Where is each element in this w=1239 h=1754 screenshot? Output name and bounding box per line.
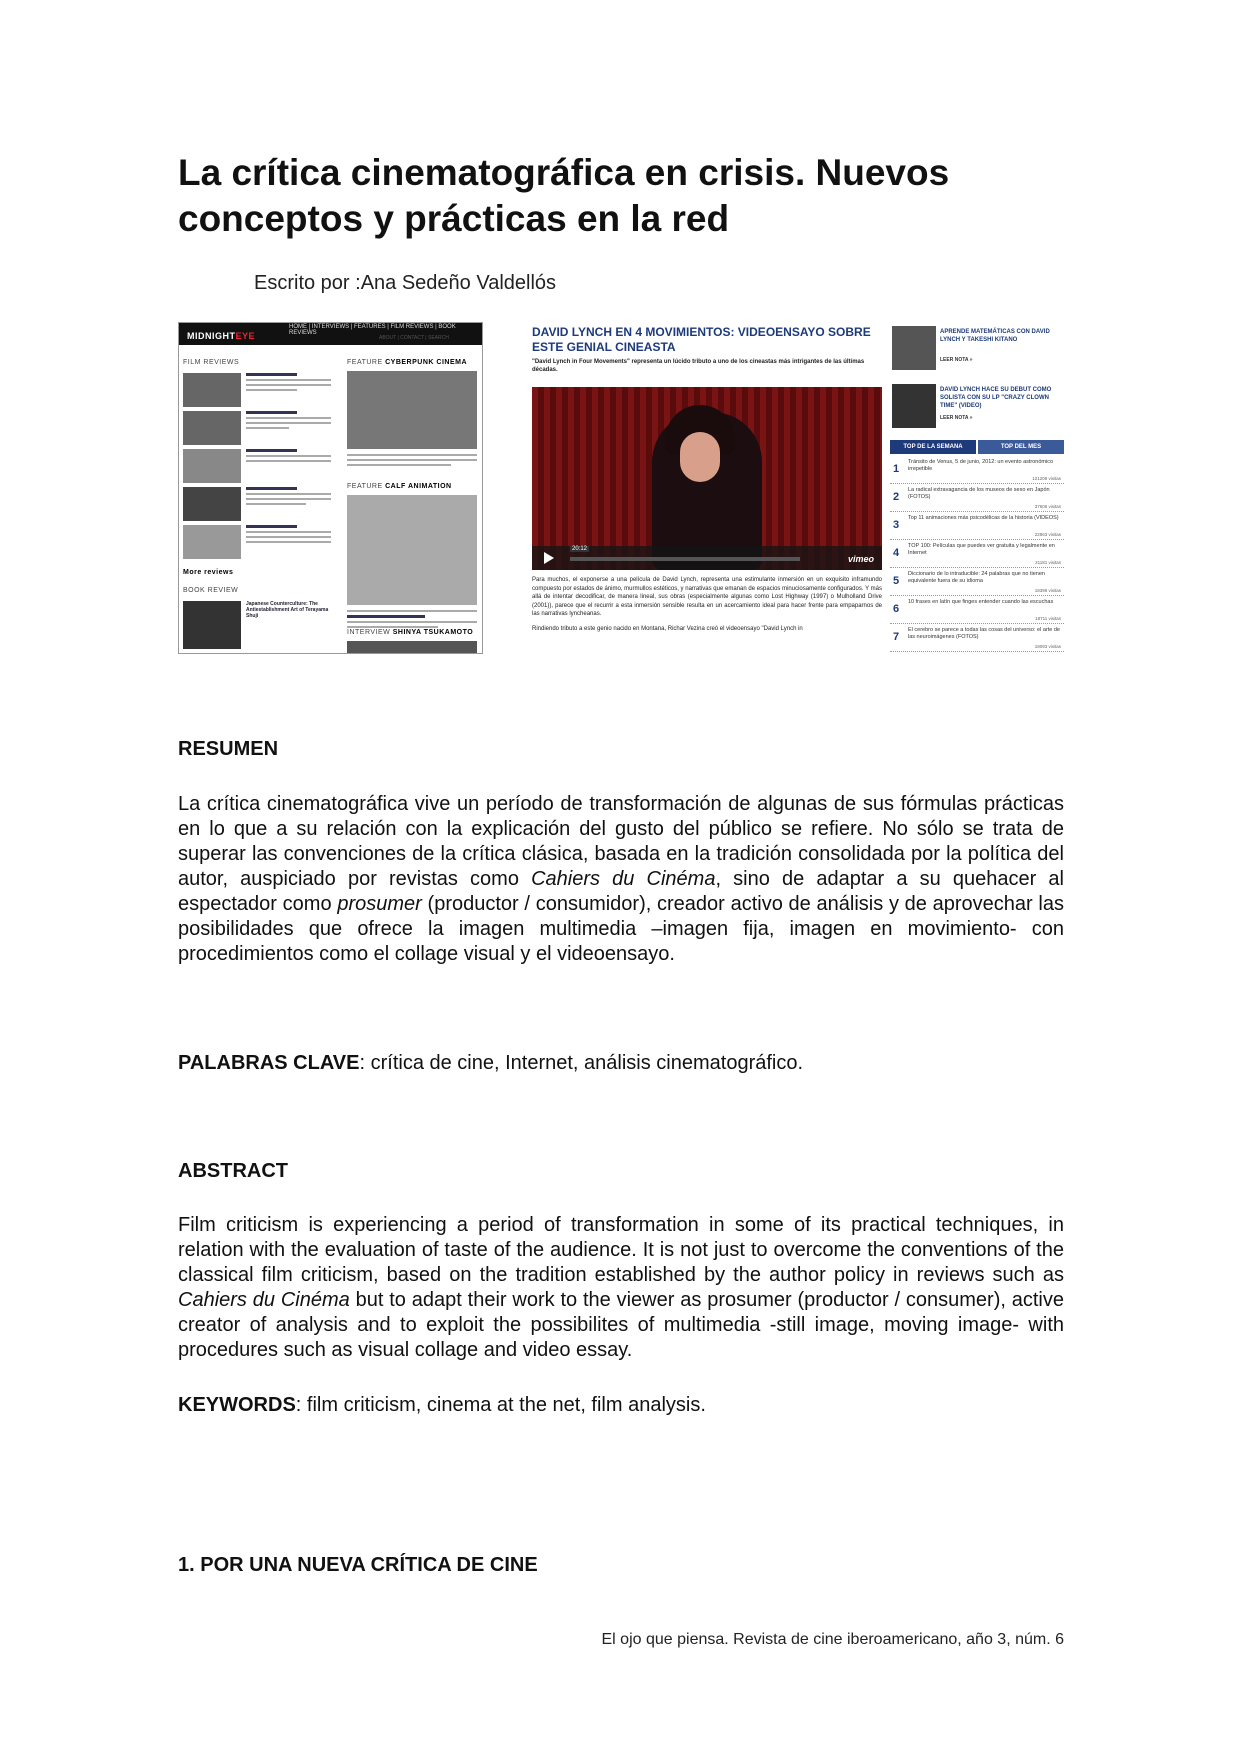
progress-bar[interactable] [570, 557, 800, 561]
timecode: 20:12 [572, 546, 588, 552]
news-photo [892, 384, 936, 428]
news-title: DAVID LYNCH HACE SU DEBUT COMO SOLISTA CON SU LP "CRAZY CLOWN TIME" (VIDEO) [940, 387, 1052, 409]
news-photo [892, 326, 936, 370]
film-reviews-heading: FILM REVIEWS [183, 359, 240, 366]
resumen-paragraph: La crítica cinematográfica vive un período de transformación de algunas de sus fórmulas prácticas en lo que a su relación con la explicación del gusto del público se refiere. No sólo se trata de superar las convenciones de la crítica clásica, basada en la tradición consolidada por la política del autor, auspiciado por revistas como Cahiers du Cinéma, sino de adaptar a su quehacer al espectador como prosumer (productor / consumidor), creador activo de análisis y de aprovechar las posibilidades que ofrece la imagen multimedia –imagen fija, imagen en movimiento- con procedimientos como el collage visual y el videoensayo. [178, 793, 1064, 965]
top-list-item[interactable]: 3 Top 11 animaciones más psicodélicas de la historia (VIDEOS) 22863 visitas [890, 512, 1064, 540]
site-logo: MIDNIGHTEYE [187, 331, 256, 341]
interview-image [347, 641, 477, 654]
review-thumb [183, 487, 241, 521]
feature-text [347, 610, 477, 631]
review-thumb [183, 525, 241, 559]
top-tabs [890, 440, 1064, 454]
website-collage-figure [178, 322, 1064, 654]
top-list-item[interactable]: 2 La radical extravagancia de los museos de sexo en Japón (FOTOS) 37606 visitas [890, 484, 1064, 512]
book-thumb [183, 601, 241, 649]
review-thumb [183, 373, 241, 407]
site-nav: HOME | INTERVIEWS | FEATURES | FILM REVIEWS | BOOK REVIEWS [289, 324, 456, 336]
article-headline: DAVID LYNCH EN 4 MOVIMIENTOS: VIDEOENSAYO SOBRE ESTE GENIAL CINEASTA [532, 325, 871, 354]
feature-heading: FEATURE CYBERPUNK CINEMA [347, 359, 468, 366]
feature-image [347, 495, 477, 605]
feature-image [347, 371, 477, 449]
review-thumb [183, 411, 241, 445]
abstract-paragraph: Film criticism is experiencing a period of transformation in some of its practical techniques, in relation with the evaluation of taste of the audience. It is not just to overcome the conventions of the classical film criticism, based on the tradition established by the author policy in reviews such as Cahiers du Cinéma but to adapt their work to the viewer as prosumer (productor / consumer), active creator of analysis and to exploit the possibilites of multimedia -still image, moving image- with procedures such as visual collage and video essay. [178, 1214, 1065, 1361]
tab-top-week[interactable]: TOP DE LA SEMANA [890, 440, 976, 454]
abstract-heading: ABSTRACT [178, 1160, 288, 1182]
section-heading: 1. POR UNA NUEVA CRÍTICA DE CINE [178, 1554, 538, 1576]
book-title: Japanese Counterculture: The Antiestablishment Art of Terayama Shuji [246, 601, 329, 619]
byline: Escrito por :Ana Sedeño Valdellós [254, 272, 557, 294]
palabras-clave: PALABRAS CLAVE: crítica de cine, Internet, análisis cinematográfico. [178, 1052, 804, 1074]
keywords: KEYWORDS: film criticism, cinema at the net, film analysis. [178, 1394, 706, 1416]
resumen-heading: RESUMEN [178, 738, 279, 760]
site-header [179, 323, 483, 345]
video-figure-face [680, 432, 720, 482]
review-item [246, 411, 331, 432]
sidebar-news-item[interactable] [890, 380, 1064, 438]
video-player[interactable] [532, 387, 882, 570]
article-body: Para muchos, el exponerse a una película de David Lynch, representa una estimulante inmersión en un exquisito inframundo compuesto por estados de ánimo, murmullos estéticos, y narrativas que emanan de espacios minuciosamente configurados. Y más allá de intentar decodificar, de manera lineal, sus obras (especialmente algunas como Lost Highway (1997) o Mulholland Drive (2001)), parece que el recurrir a esta inmersión sensible resulta en un acercamiento ideal para hacer frente para empaparnos de las narrativas lyncheanas. Rindiendo tributo a este genio nacido en Montana, Richar Vezina creó el videoensayo "David Lynch in [532, 577, 882, 632]
page-footer: El ojo que piensa. Revista de cine iberoamericano, año 3, núm. 6 [601, 1631, 1064, 1648]
sidebar-news-item[interactable] [890, 322, 1064, 380]
read-more-link[interactable]: LEER NOTA » [940, 415, 973, 421]
review-item [246, 525, 331, 546]
top-list-item[interactable]: 4 TOP 100: Películas que puedes ver gratuita y legalmente en Internet 21181 visitas [890, 540, 1064, 568]
tab-top-month[interactable]: TOP DEL MES [978, 440, 1064, 454]
midnight-eye-screenshot [178, 322, 483, 654]
article-lead: "David Lynch in Four Movements" representa un lúcido tributo a uno de los cineastas más intrigantes de las últimas décadas. [532, 359, 865, 373]
top-list-item[interactable]: 6 10 frases en latín que finges entender cuando las escuchas 18711 visitas [890, 596, 1064, 624]
top-list-item[interactable]: 5 Diccionario de lo intraducible: 24 palabras que no tienen equivalente fuera de su idioma 18396 visitas [890, 568, 1064, 596]
review-item [246, 487, 331, 508]
play-icon[interactable] [544, 552, 554, 564]
feature-text [347, 454, 477, 469]
read-more-link[interactable]: LEER NOTA » [940, 357, 973, 363]
vimeo-logo[interactable]: vimeo [847, 554, 874, 564]
interview-heading: INTERVIEW SHINYA TSUKAMOTO [347, 629, 474, 636]
site-subnav: ABOUT | CONTACT | SEARCH [379, 335, 449, 341]
top-list-item[interactable]: 7 El cerebro se parece a todas las cosas del universo: el arte de las neuroimágenes (FOTOS) 18093 visitas [890, 624, 1064, 652]
sidebar-screenshot [890, 322, 1064, 654]
review-item [246, 373, 331, 394]
review-item [246, 449, 331, 465]
review-thumb [183, 449, 241, 483]
more-reviews-link[interactable]: More reviews [183, 569, 234, 576]
top-list-item[interactable]: 1 Tránsito de Venus, 5 de junio, 2012: un evento astronómico irrepetible 121209 visitas [890, 456, 1064, 484]
page-title: La crítica cinematográfica en crisis. Nuevos conceptos y prácticas en la red [178, 152, 950, 239]
news-title: APRENDE MATEMÁTICAS CON DAVID LYNCH Y TAKESHI KITANO [940, 329, 1050, 343]
book-review-heading: BOOK REVIEW [183, 587, 239, 594]
feature-heading: FEATURE CALF ANIMATION [347, 483, 452, 490]
video-article-screenshot [530, 322, 886, 654]
